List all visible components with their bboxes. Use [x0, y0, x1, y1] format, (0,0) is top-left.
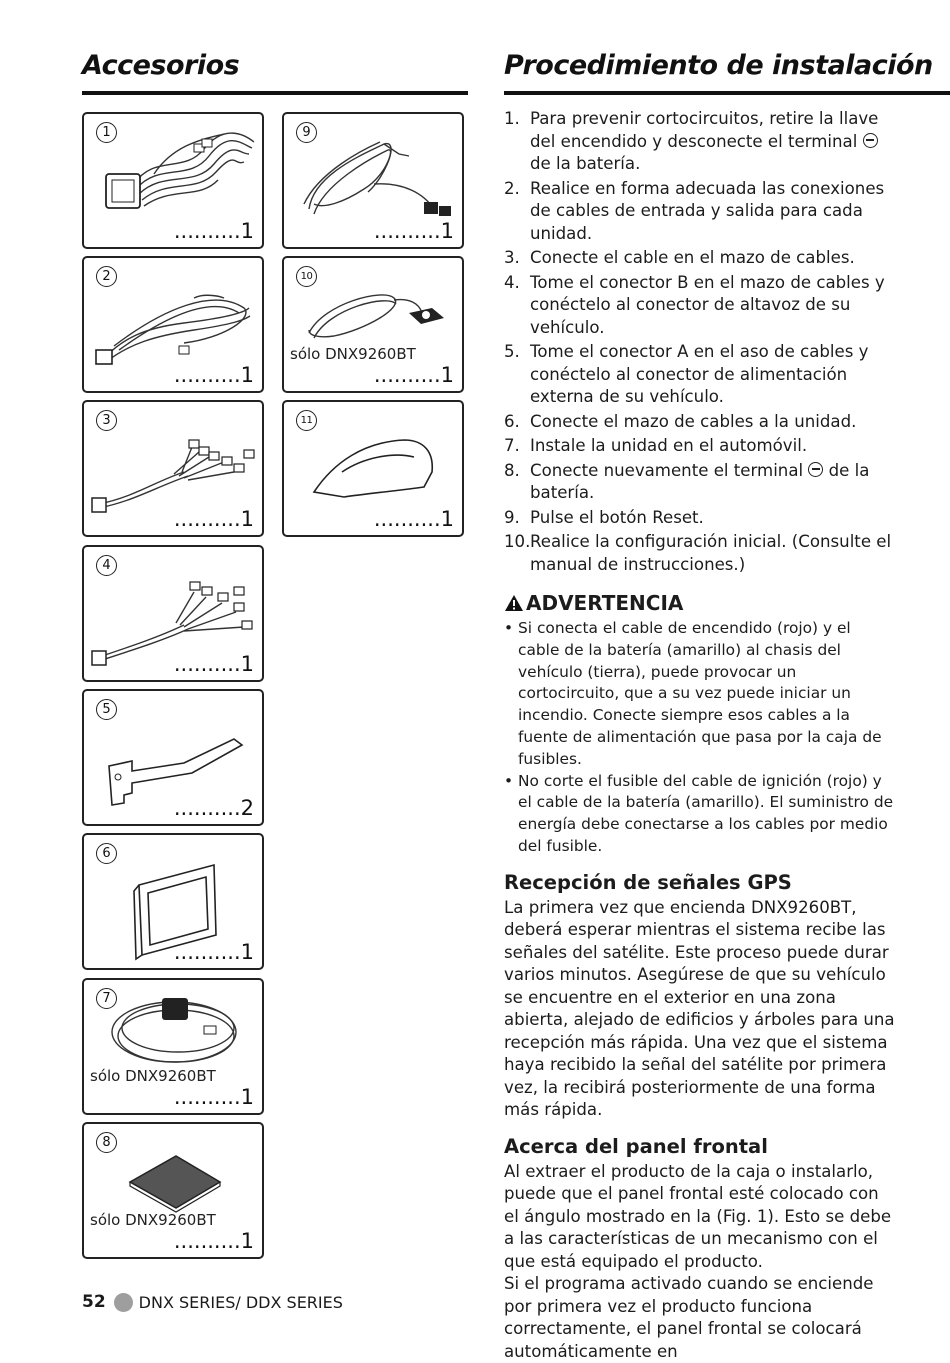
item-number: 11	[296, 410, 317, 431]
warning-item: • Si conecta el cable de encendido (rojo) y el cable de la batería (amarillo) al chasis del vehículo (tierra), puede provocar un cortocircuito, que a su vez puede iniciar un incendio. Conecte siempre esos cables a la fuente de alimentación que pasa por la caja de fusibles.	[504, 619, 882, 768]
installation-rule	[504, 91, 950, 95]
item-number: 5	[96, 699, 117, 720]
item-number: 8	[96, 1132, 117, 1153]
step: 9. Pulse el botón Reset.	[504, 507, 704, 527]
accessory-item-5	[82, 689, 264, 826]
item-quantity: ..........1	[173, 1085, 254, 1109]
accessory-item-9	[282, 112, 464, 249]
item-note: sólo DNX9260BT	[290, 345, 416, 363]
accessory-item-6	[82, 833, 264, 970]
item-quantity: ..........1	[173, 363, 254, 387]
item-quantity: ..........1	[373, 363, 454, 387]
step: 6. Conecte el mazo de cables a la unidad.	[504, 411, 857, 431]
step: 1. Para prevenir cortocircuitos, retire la llave del encendido y desconecte el terminal de la batería.	[504, 109, 879, 173]
page-number: 52	[82, 1292, 106, 1312]
installation-title: Procedimiento de instalación	[504, 50, 933, 81]
item-quantity: ..........1	[173, 507, 254, 531]
item-quantity: ..........1	[173, 652, 254, 676]
accessories-rule	[82, 91, 468, 95]
circle-bullet-icon	[114, 1293, 133, 1312]
warning-icon	[504, 594, 524, 612]
panel-heading: Acerca del panel frontal	[504, 1134, 768, 1158]
step: 2. Realice en forma adecuada las conexiones de cables de entrada y salida para cada unidad.	[504, 178, 885, 243]
item-number: 7	[96, 988, 117, 1009]
step: 8. Conecte nuevamente el terminal de la batería.	[504, 460, 870, 502]
item-quantity: ..........1	[173, 1229, 254, 1253]
accessory-item-2	[82, 256, 264, 393]
step: 4. Tome el conector B en el mazo de cables y conéctelo al conector de altavoz de su vehículo.	[504, 272, 885, 337]
installation-steps	[504, 108, 896, 576]
item-number: 10	[296, 266, 317, 287]
item-note: sólo DNX9260BT	[90, 1067, 216, 1085]
step: 3. Conecte el cable en el mazo de cables.	[504, 248, 855, 267]
gps-heading: Recepción de señales GPS	[504, 870, 792, 894]
item-quantity: ..........1	[173, 219, 254, 243]
step: 10. Realice la configuración inicial. (Consulte el manual de instrucciones.)	[504, 532, 892, 574]
item-quantity: ..........1	[173, 940, 254, 964]
item-quantity: ..........1	[373, 219, 454, 243]
panel-text-1: Al extraer el producto de la caja o instalarlo, puede que el panel frontal esté colocado con el ángulo mostrado en la (Fig. 1). Esto se debe a las características de un mecanismo con el que está equipado el producto.	[504, 1161, 892, 1271]
warning-list	[504, 618, 896, 858]
item-note: sólo DNX9260BT	[90, 1211, 216, 1229]
accessories-title: Accesorios	[82, 50, 240, 81]
item-number: 9	[296, 122, 317, 143]
warning-item: • No corte el fusible del cable de ignición (rojo) y el cable de la batería (amarillo). El suministro de energía debe conectarse a los cables por medio del fusible.	[504, 771, 894, 855]
item-number: 6	[96, 843, 117, 864]
panel-text-2: Si el programa activado cuando se enciende por primera vez el producto funciona correctamente, el panel frontal se colocará automáticamente en	[504, 1274, 874, 1361]
accessory-item-1	[82, 112, 264, 249]
warning-heading: ADVERTENCIA	[504, 590, 896, 616]
accessory-item-7	[82, 978, 264, 1115]
accessory-item-8	[82, 1122, 264, 1259]
accessory-item-4	[82, 545, 264, 682]
item-quantity: ..........1	[373, 507, 454, 531]
gps-text: La primera vez que encienda DNX9260BT, deberá esperar mientras el sistema recibe las señales del satélite. Este proceso puede durar varios minutos. Asegúrese de que su vehículo se encuentre en el exterior en una zona abierta, alejado de edificios y árboles para una recepción más rápida. Una vez que el sistema haya recibido la señal del satélite por primera vez, la recibirá posteriormente de una forma más rápida.	[504, 897, 895, 1120]
item-number: 1	[96, 122, 117, 143]
page-footer	[82, 1292, 343, 1312]
accessory-item-11	[282, 400, 464, 537]
accessory-item-3	[82, 400, 264, 537]
item-quantity: ..........2	[173, 796, 254, 820]
step: 5. Tome el conector A en el aso de cables y conéctelo al conector de alimentación externa de su vehículo.	[504, 342, 869, 406]
step: 7. Instale la unidad en el automóvil.	[504, 436, 808, 455]
minus-terminal-icon	[808, 462, 823, 477]
installation-content	[504, 108, 896, 1363]
accessory-item-10	[282, 256, 464, 393]
item-number: 3	[96, 410, 117, 431]
item-number: 2	[96, 266, 117, 287]
item-number: 4	[96, 555, 117, 576]
minus-terminal-icon	[863, 133, 878, 148]
series-label: DNX SERIES/ DDX SERIES	[138, 1292, 343, 1312]
